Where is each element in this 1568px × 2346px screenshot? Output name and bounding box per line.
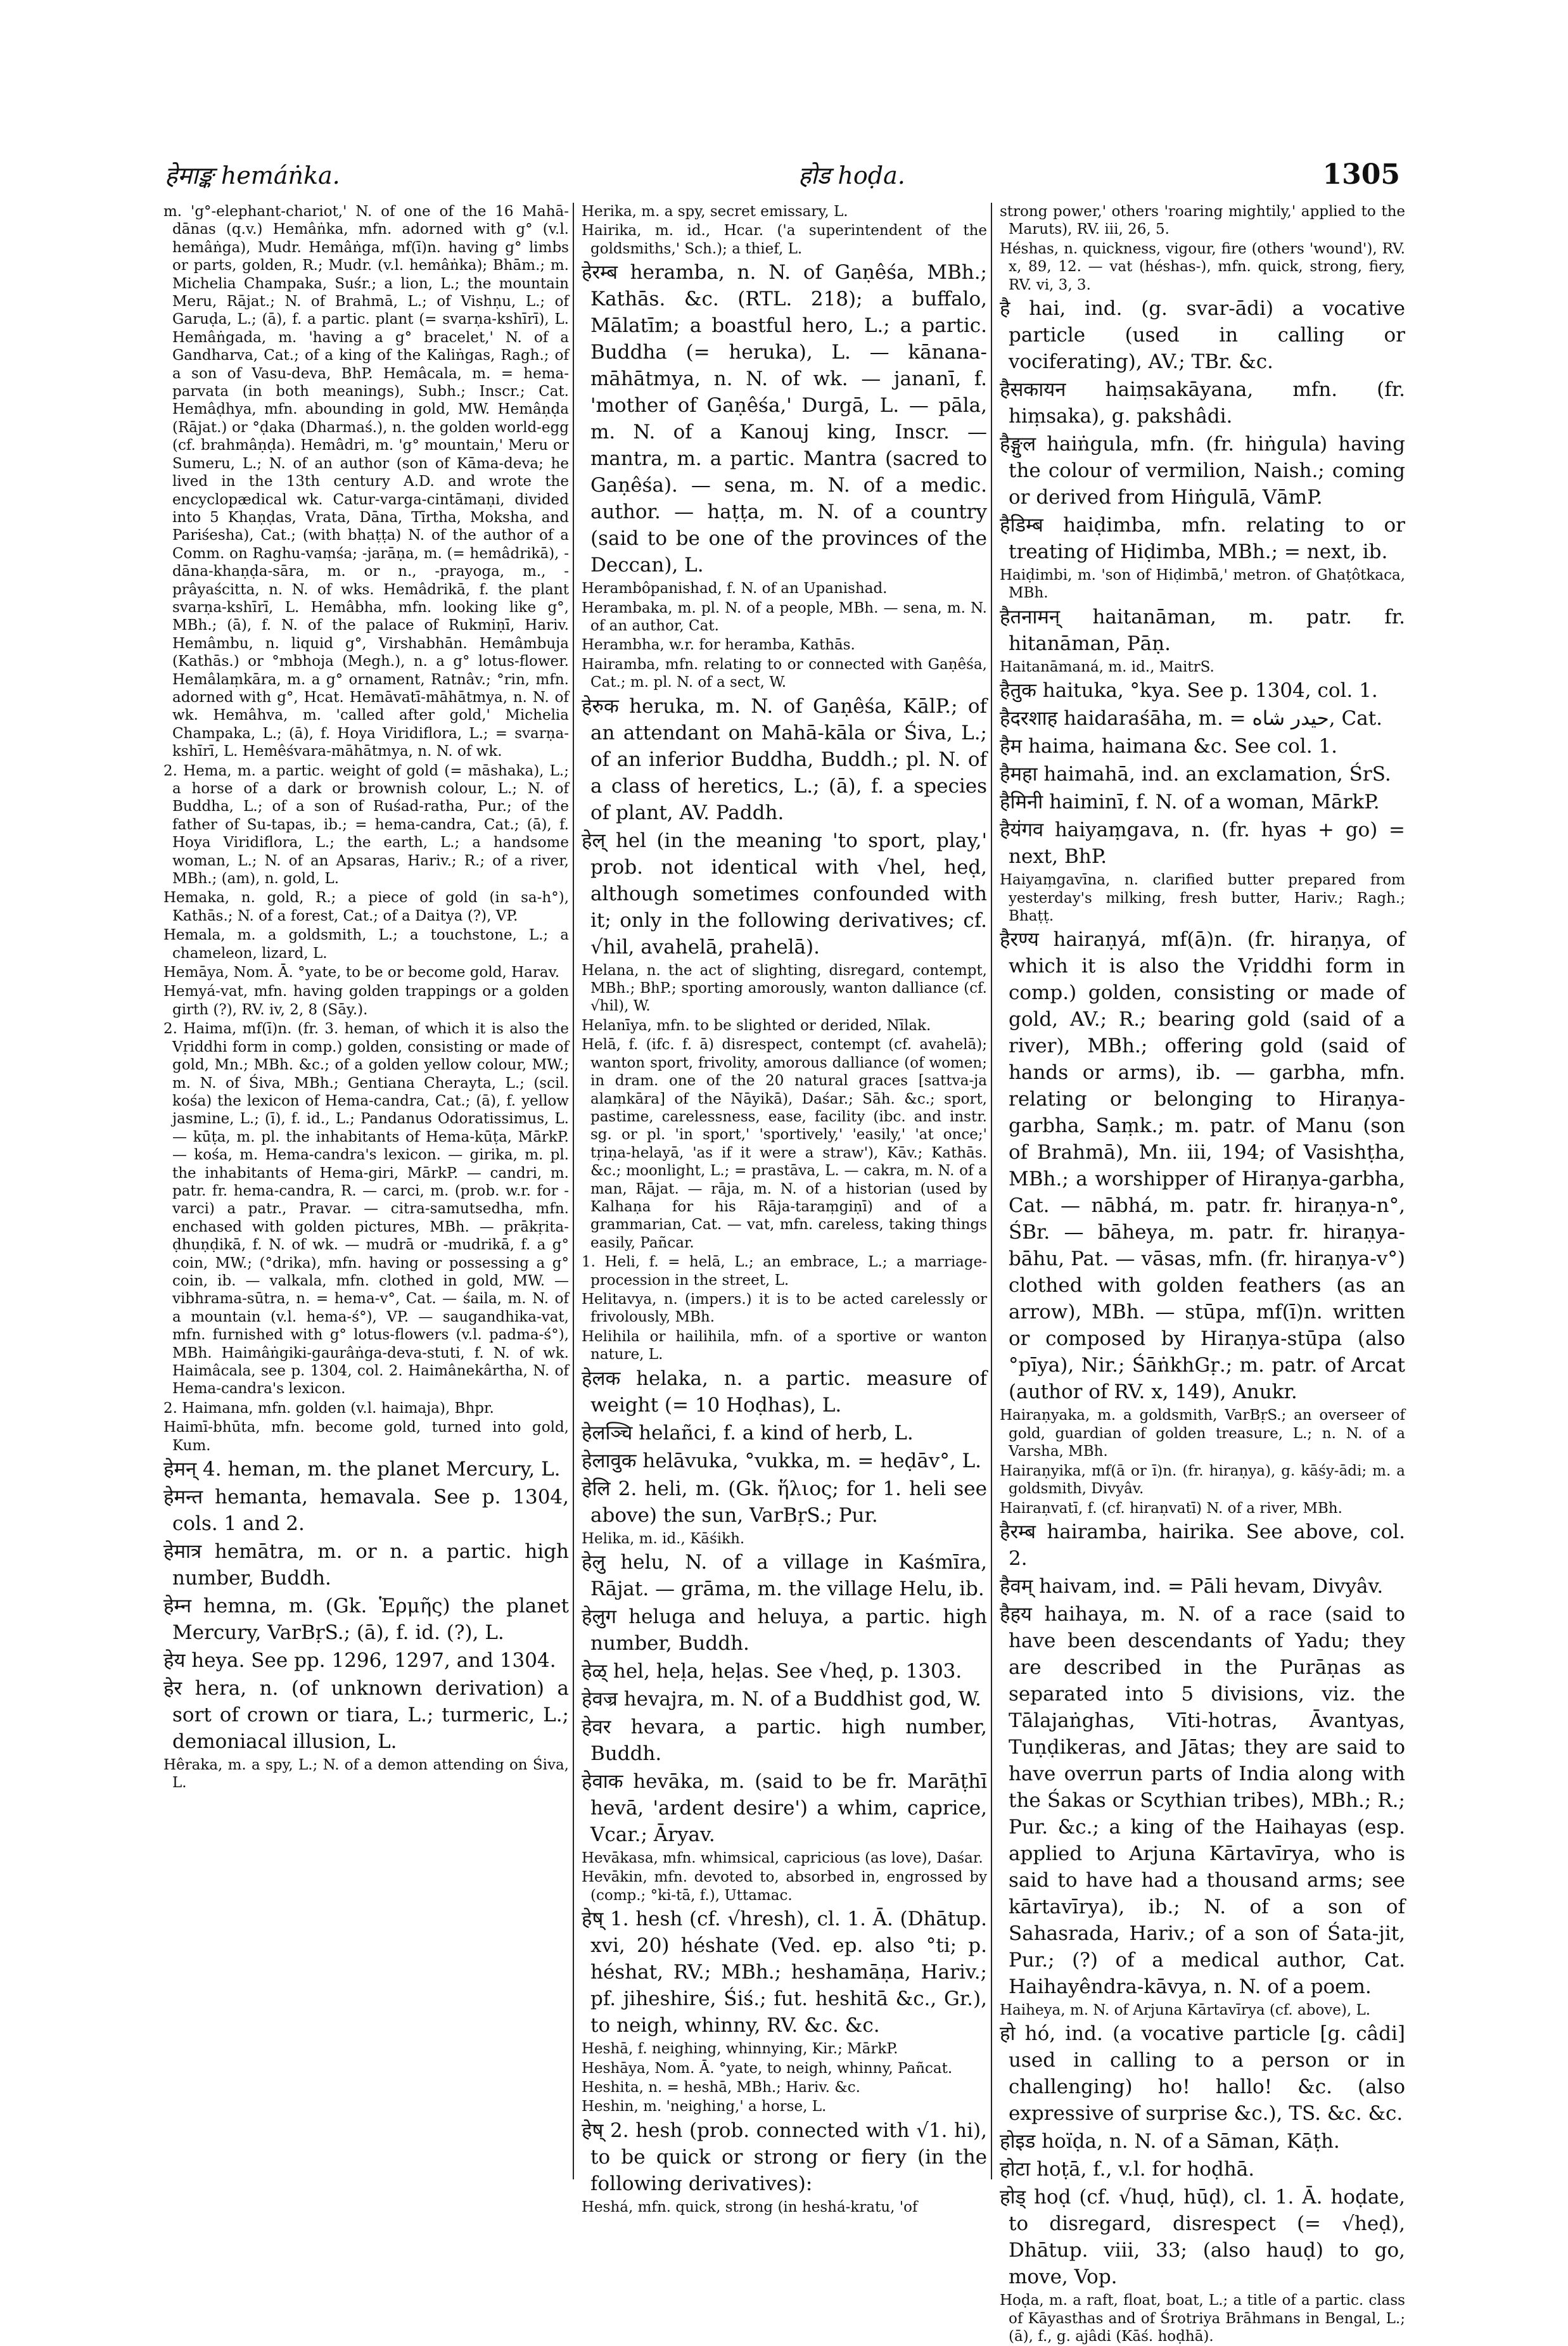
dictionary-entry: 1. Heli, f. = helā, L.; an embrace, L.; a marriage-procession in the street, L. (582, 1254, 987, 1289)
dictionary-entry: हेवाक hevāka, m. (said to be fr. Marāṭhī hevā, 'ardent desire') a whim, caprice, Vcar.; Āryav. (582, 1770, 987, 1846)
dictionary-entry: हैतुक haituka, °kya. See p. 1304, col. 1. (1000, 679, 1378, 703)
dictionary-entry: हैदरशाह haidaraśāha, m. = حیدر شاه, Cat. (1000, 707, 1383, 730)
dictionary-entry: हेलुग heluga and heluya, a partic. high number, Buddh. (582, 1605, 987, 1655)
dictionary-entry: हैडिम्ब haiḍimba, mfn. relating to or treating of Hiḍimba, MBh.; = next, ib. (1000, 514, 1405, 564)
dictionary-entry: हेम्न hemna, m. (Gk. Ἑρμῆς) the planet Mercury, VarBṛS.; (ā), f. id. (?), L. (163, 1595, 569, 1645)
column-1 (163, 203, 569, 2179)
dictionary-entry: Hemyá-vat, mfn. having golden trappings or a golden girth (?), RV. iv, 2, 8 (Sāy.). (163, 983, 569, 1018)
dictionary-entry: Heshin, m. 'neighing,' a horse, L. (582, 2098, 827, 2115)
dictionary-entry: हो hó, ind. (a vocative particle [g. câdi] used in calling to a person or in challenging) ho! hallo! &c. (also expressive of surprise &c.), TS. &c. &c. (1000, 2022, 1405, 2126)
column-rule-2 (991, 203, 992, 2179)
dictionary-entry: हेरुक heruka, m. N. of Gaṇêśa, KālP.; of an attendant on Mahā-kāla or Śiva, L.; of an inferior Buddha, Buddh.; pl. N. of a class of heretics, L.; (ā), f. a species of plant, AV. Paddh. (582, 694, 987, 824)
dictionary-entry: हैरण्य hairaṇyá, mf(ā)n. (fr. hiraṇya, of which it is also the Vṛiddhi form in comp.) golden, consisting or made of gold, AV.; R.; bearing gold (said of a river), MBh.; offering gold (said of hands or arms), ib. — garbha, mfn. relating or belonging to Hiraṇya-garbha, Saṃk.; m. patr. of Manu (son of Brahmā), Mn. iii, 194; of Vasishṭha, MBh.; a worshipper of Hiraṇya-garbha, Cat. — nābhá, m. patr. fr. hiraṇya-n°, ŚBr. — bāheya, m. patr. fr. hiraṇya-bāhu, Pat. — vāsas, mfn. (fr. hiraṇya-v°) clothed with golden feathers (as an arrow), MBh. — stūpa, mf(ī)n. written or composed by Hiraṇya-stūpa (also °pīya), Nir.; ŚāṅkhGṛ.; m. patr. of Arcat (author of RV. x, 149), Anukr. (1000, 928, 1405, 1404)
dictionary-entry: Haitanāmaná, m. id., MaitrS. (1000, 658, 1214, 675)
dictionary-entry: m. 'g°-elephant-chariot,' N. of one of the 16 Mahā-dānas (q.v.) Hemâṅka, mfn. adorned with g° (v.l. hemâṅga), Mudr. Hemâṅga, mf(ī)n. having g° limbs or parts, golden, R.; Mudr. (v.l. hemâṅka); Bhām.; m. Michelia Champaka, Suśr.; a lion, L.; the mountain Meru, Rājat.; N. of Brahmā, L.; of Vishṇu, L.; of Garuḍa, L.; (ā), f. a partic. plant (= svarṇa-kshīrī), L. Hemâṅgada, m. 'having a g° bracelet,' N. of a Gandharva, Cat.; of a king of the Kaliṅgas, Ragh.; of a son of Vasu-deva, BhP. Hemâcala, m. = hema-parvata (in both meanings), Subh.; Inscr.; Cat. Hemâḍhya, mfn. abounding in gold, MW. Hemâṇḍa (Rājat.) or °ḍaka (Dharmaś.), n. the golden world-egg (cf. brahmâṇḍa). Hemâdri, m. 'g° mountain,' Meru or Sumeru, L.; N. of an author (son of Kāma-deva; he lived in the 13th century A.D. and wrote the encyclopædical wk. Catur-varga-cintāmaṇi, divided into 5 Khaṇḍas, Vrata, Dāna, Tīrtha, Moksha, and Pariśesha), Cat.; (with bhaṭṭa) N. of the author of a Comm. on Raghu-vaṃśa; -jarāṇa, m. (= hemâdrikā), -dāna-khaṇḍa-sāra, m. or n., -prayoga, m., -prâyaścitta, n. N. of wks. Hemâdrikā, f. the plant svarṇa-kshīrī, L. Hemâbha, mfn. looking like g°, MBh.; (ā), f. N. of the palace of Rukmiṇī, Hariv. Hemâmbu, n. liquid g°, Virshabhān. Hemâmbuja (Kathās.) or °mbhoja (Megh.), n. a g° lotus-flower. Hemâlaṃkāra, m. a g° ornament, Ratnâv.; °rin, mfn. adorned with g°, Hcat. Hemāvatī-māhātmya, n. N. of wk. Hemâhva, m. 'called after gold,' Michelia Champaka, L.; (ā), f. Hoya Viridiflora, L.; = svarṇa-kshīrī, L. Hemêśvara-māhātmya, n. N. of wk. (163, 203, 569, 760)
dictionary-entry: Hevākin, mfn. devoted to, absorbed in, engrossed by (comp.; °ki-tā, f.), Uttamac. (582, 1869, 987, 1904)
dictionary-entry: Helihila or hailihila, mfn. of a sportive or wanton nature, L. (582, 1328, 987, 1363)
dictionary-entry: Héshas, n. quickness, vigour, fire (others 'wound'), RV. x, 89, 12. — vat (héshas-), mfn. quick, strong, fiery, RV. vi, 3, 3. (1000, 240, 1405, 293)
dictionary-entry: Herambha, w.r. for heramba, Kathās. (582, 637, 855, 654)
dictionary-entry: Hoḍa, m. a raft, float, boat, L.; a title of a partic. class of Kāyasthas and of Śrotriya Brāhmans in Bengal, L.; (ā), f., g. ajâdi (Kāś. hoḍhā). (1000, 2292, 1405, 2345)
dictionary-entry: 2. Hema, m. a partic. weight of gold (= māshaka), L.; a horse of a dark or brownish colour, L.; N. of Buddha, L.; of a son of Ruśad-ratha, Pur.; of the father of Su-tapas, ib.; = hema-candra, Cat.; (ā), f. Hoya Viridiflora, L.; the earth, L.; a handsome woman, L.; N. of an Apsaras, Hariv.; R.; of a river, MBh.; (am), n. gold, L. (163, 762, 569, 888)
dictionary-entry: Heshita, n. = heshā, MBh.; Hariv. &c. (582, 2079, 860, 2096)
page-number: 1305 (1322, 158, 1400, 191)
dictionary-entry: हेलावुक helāvuka, °vukka, m. = heḍāv°, L. (582, 1449, 982, 1472)
header-left-headword: हेमाङ्क hemáṅka. (165, 162, 340, 189)
dictionary-entry: Haiḍimbi, m. 'son of Hiḍimbā,' metron. of Ghaṭôtkaca, MBh. (1000, 567, 1405, 602)
dictionary-entry: Helika, m. id., Kāśikh. (582, 1530, 745, 1547)
dictionary-entry: Hemala, m. a goldsmith, L.; a touchstone, L.; a chameleon, lizard, L. (163, 927, 569, 962)
dictionary-entry: हैम haima, haimana &c. See col. 1. (1000, 735, 1338, 758)
dictionary-entry: हेलक helaka, n. a partic. measure of weight (= 10 Hoḍhas), L. (582, 1367, 987, 1417)
dictionary-entry: Hairika, m. id., Hcar. ('a superintendent of the goldsmiths,' Sch.); a thief, L. (582, 222, 987, 257)
dictionary-entry: Heshá, mfn. quick, strong (in heshá-kratu, 'of (582, 2198, 918, 2215)
dictionary-entry: हेवर hevara, a partic. high number, Buddh. (582, 1716, 987, 1765)
dictionary-entry: Heshāya, Nom. Ā. °yate, to neigh, whinny, Pañcat. (582, 2060, 953, 2077)
dictionary-entry: Hairaṇyika, mf(ā or ī)n. (fr. hiraṇya), g. kāśy-ādi; m. a goldsmith, Divyâv. (1000, 1462, 1405, 1498)
dictionary-entry: Hairaṇvatī, f. (cf. hiraṇvatī) N. of a river, MBh. (1000, 1500, 1342, 1517)
dictionary-entry: हेय heya. See pp. 1296, 1297, and 1304. (163, 1649, 556, 1673)
dictionary-entry: हैहय haihaya, m. N. of a race (said to have been descendants of Yadu; they are described in the Purāṇas as separated into 5 divisions, viz. the Tālajaṅghas, Vīti-hotras, Āvantyas, Tuṇḍikeras, and Jātas; they are said to have overrun parts of India along with the Śakas or Scythian tribes), MBh.; R.; Pur. &c.; a king of the Haihayas (esp. applied to Arjuna Kārtavīrya, who is said to have had a thousand arms; see kārtavīrya), ib.; N. of a son of Sahasrada, Hariv.; of a son of Śata-jit, Pur.; (?) of a medical author, Cat. Haihayêndra-kāvya, n. N. of a poem. (1000, 1602, 1405, 1998)
dictionary-entry: हैयंगव haiyaṃgava, n. (fr. hyas + go) = next, BhP. (1000, 819, 1405, 869)
dictionary-entry: हेरम्ब heramba, n. N. of Gaṇêśa, MBh.; Kathās. &c. (RTL. 218); a buffalo, Mālatīm; a boastful hero, L.; a partic. Buddha (= heruka), L. — kānana-māhātmya, n. N. of wk. — jananī, f. 'mother of Gaṇêśa,' Durgā, L. — pāla, m. N. of a Kanouj king, Inscr. — mantra, m. a partic. Mantra (sacred to Gaṇêśa). — sena, m. N. of a medic. author. — haṭṭa, m. N. of a country (said to be one of the provinces of the Deccan), L. (582, 261, 987, 577)
dictionary-entry: होड् hoḍ (cf. √huḍ, hūḍ), cl. 1. Ā. hoḍate, to disregard, disrespect (= √heḍ), Dhātup. viii, 33; (also hauḍ) to go, move, Vop. (1000, 2186, 1405, 2289)
dictionary-entry: हैवम् haivam, ind. = Pāli hevam, Divyâv. (1000, 1574, 1384, 1598)
column-rule-1 (573, 203, 574, 2179)
dictionary-entry: Helanīya, mfn. to be slighted or derided, Nīlak. (582, 1017, 931, 1034)
dictionary-entry: Helitavya, n. (impers.) it is to be acted carelessly or frivolously, MBh. (582, 1291, 987, 1326)
dictionary-entry: हैतनामन् haitanāman, m. patr. fr. hitanāman, Pāṇ. (1000, 605, 1405, 655)
dictionary-entry: होटा hoṭā, f., v.l. for hoḍhā. (1000, 2158, 1255, 2181)
dictionary-entry: हेष् 1. hesh (cf. √hresh), cl. 1. Ā. (Dhātup. xvi, 20) héshate (Ved. ep. also °ti; p. héshat, RV.; MBh.; heshamāṇa, Hariv.; pf. jiheshire, Śiś.; fut. heshitā &c., Gr.), to neigh, whinny, RV. &c. &c. (582, 1908, 987, 2037)
dictionary-entry: हेमन् 4. heman, m. the planet Mercury, L. (163, 1458, 561, 1481)
dictionary-entry: Herika, m. a spy, secret emissary, L. (582, 203, 848, 220)
dictionary-entry: Hairamba, mfn. relating to or connected with Gaṇêśa, Cat.; m. pl. N. of a sect, W. (582, 656, 987, 691)
dictionary-entry: Heshā, f. neighing, whinnying, Kir.; MārkP. (582, 2041, 898, 2058)
dictionary-entry: Hairaṇyaka, m. a goldsmith, VarBṛS.; an overseer of gold, guardian of golden treasure, L.; n. N. of a Varsha, MBh. (1000, 1407, 1405, 1460)
dictionary-entry: Hevākasa, mfn. whimsical, capricious (as love), Daśar. (582, 1850, 983, 1866)
running-header (165, 158, 1400, 196)
dictionary-entry: हेवज्र hevajra, m. N. of a Buddhist god, W. (582, 1688, 981, 1711)
dictionary-entry: हेमन्त hemanta, hemavala. See p. 1304, cols. 1 and 2. (163, 1486, 569, 1536)
dictionary-entry: Haiyaṃgavīna, n. clarified butter prepared from yesterday's milking, fresh butter, Hariv.; Ragh.; Bhaṭṭ. (1000, 872, 1405, 925)
dictionary-entry: strong power,' others 'roaring mightily,' applied to the Maruts), RV. iii, 26, 5. (1000, 203, 1405, 238)
dictionary-entry: हैमिनी haiminī, f. N. of a woman, MārkP. (1000, 791, 1380, 814)
dictionary-entry: Hemāya, Nom. Ā. °yate, to be or become gold, Harav. (163, 964, 560, 981)
dictionary-entry: Herambaka, m. pl. N. of a people, MBh. — sena, m. N. of an author, Cat. (582, 599, 987, 635)
dictionary-entry: हैमहा haimahā, ind. an exclamation, ŚrS. (1000, 763, 1391, 786)
dictionary-entry: हेमात्र hemātra, m. or n. a partic. high number, Buddh. (163, 1540, 569, 1590)
column-2 (582, 203, 987, 2215)
dictionary-entry: होइड hoïḍa, n. N. of a Sāman, Kāṭh. (1000, 2130, 1340, 2153)
dictionary-entry: हेलु helu, N. of a village in Kaśmīra, Rājat. — grāma, m. the village Helu, ib. (582, 1551, 987, 1600)
dictionary-entry: हेर hera, n. (of unknown derivation) a sort of crown or tiara, L.; turmeric, L.; demoniacal illusion, L. (163, 1677, 569, 1754)
dictionary-entry: हेलि 2. heli, m. (Gk. ἥλιος; for 1. heli see above) the sun, VarBṛS.; Pur. (582, 1477, 987, 1527)
dictionary-entry: हेळ् hel, heḷa, heḷas. See √heḍ, p. 1303. (582, 1660, 962, 1683)
dictionary-entry: Haiheya, m. N. of Arjuna Kārtavīrya (cf. above), L. (1000, 2001, 1371, 2018)
dictionary-entry: है hai, ind. (g. svar-ādi) a vocative particle (used in calling or vociferating), AV.; TBr. &c. (1000, 297, 1405, 374)
dictionary-entry: Hemaka, n. gold, R.; a piece of gold (in sa-h°), Kathās.; N. of a forest, Cat.; of a Daitya (?), VP. (163, 889, 569, 924)
dictionary-entry: हेष् 2. hesh (prob. connected with √1. hi), to be quick or strong or fiery (in the following derivatives): (582, 2119, 987, 2195)
dictionary-entry: हैरम्ब hairamba, hairika. See above, col. 2. (1000, 1520, 1405, 1570)
column-3 (1000, 203, 1405, 2345)
dictionary-entry: Herambôpanishad, f. N. of an Upanishad. (582, 580, 888, 597)
dictionary-entry: हैङ्गुल haiṅgula, mfn. (fr. hiṅgula) having the colour of vermilion, Naish.; coming or derived from Hiṅgulā, VāmP. (1000, 433, 1405, 509)
dictionary-entry: Helana, n. the act of slighting, disregard, contempt, MBh.; BhP.; sporting amorously, wanton dalliance (cf. √hil), W. (582, 962, 987, 1015)
dictionary-entry: Helā, f. (ifc. f. ā) disrespect, contempt (cf. avahelā); wanton sport, frivolity, amorous dalliance (of women; in dram. one of the 20 natural graces [sattva-ja alaṃkāra] of the Nāyikā), Daśar.; Sāh. &c.; sport, pastime, carelessness, ease, facility (ibc. and instr. sg. or pl. 'in sport,' 'sportively,' 'easily,' 'at once;' tṛiṇa-helayā, 'as if it were a straw'), Kāv.; Kathās. &c.; moonlight, L.; = prastāva, L. — cakra, m. N. of a man, Rājat. — rāja, m. N. of a historian (used by Kalhaṇa for his Rāja-taraṃgiṇī) and of a grammarian, Cat. — vat, mfn. careless, taking things easily, Pañcar. (582, 1036, 987, 1251)
header-center-headword: होड hoḍa. (798, 162, 905, 189)
dictionary-entry: 2. Haimana, mfn. golden (v.l. haimaja), Bhpr. (163, 1399, 494, 1417)
dictionary-entry: हैसकायन haiṃsakāyana, mfn. (fr. hiṃsaka), g. pakshâdi. (1000, 378, 1405, 428)
dictionary-entry: 2. Haima, mf(ī)n. (fr. 3. heman, of which it is also the Vṛiddhi form in comp.) golden, consisting or made of gold, Mn.; MBh. &c.; of a golden yellow colour, MW.; m. N. of Śiva, MBh.; Gentiana Cherayta, L.; (scil. kośa) the lexicon of Hema-candra, Cat.; (ā), f. yellow jasmine, L.; (ī), f. id., L.; Pandanus Odoratissimus, L. — kūṭa, m. pl. the inhabitants of Hema-kūṭa, MārkP. — kośa, m. Hema-candra's lexicon. — girika, m. pl. the inhabitants of Hema-giri, MārkP. — candri, m. patr. fr. hema-candra, R. — carci, m. (prob. w.r. for -varci) a patr., Pravar. — citra-samutsedha, mfn. enchased with golden pictures, MBh. — prākṛita-ḍhuṇḍikā, f. N. of wk. — mudrā or -mudrikā, f. a g° coin, MW.; (°drika), mfn. having or possessing a g° coin, ib. — valkala, mfn. clothed in gold, MW. — vibhrama-sūtra, n. = hema-v°, Cat. — śaila, m. N. of a mountain (v.l. hema-ś°), VP. — saugandhika-vat, mfn. furnished with g° lotus-flowers (v.l. padma-ś°), MBh. Haimâṅgiki-gaurâṅga-deva-stuti, f. N. of wk. Haimâcala, see p. 1304, col. 2. Haimânekârtha, N. of Hema-candra's lexicon. (163, 1021, 569, 1398)
dictionary-entry: Hêraka, m. a spy, L.; N. of a demon attending on Śiva, L. (163, 1757, 569, 1792)
dictionary-entry: हेलञ्चि helañci, f. a kind of herb, L. (582, 1421, 914, 1444)
dictionary-entry: Haimī-bhūta, mfn. become gold, turned into gold, Kum. (163, 1419, 569, 1454)
dictionary-entry: हेल् hel (in the meaning 'to sport, play,' prob. not identical with √hel, heḍ, although sometimes confounded with it; only in the following derivatives; cf. √hil, avahelā, prahelā). (582, 829, 987, 959)
